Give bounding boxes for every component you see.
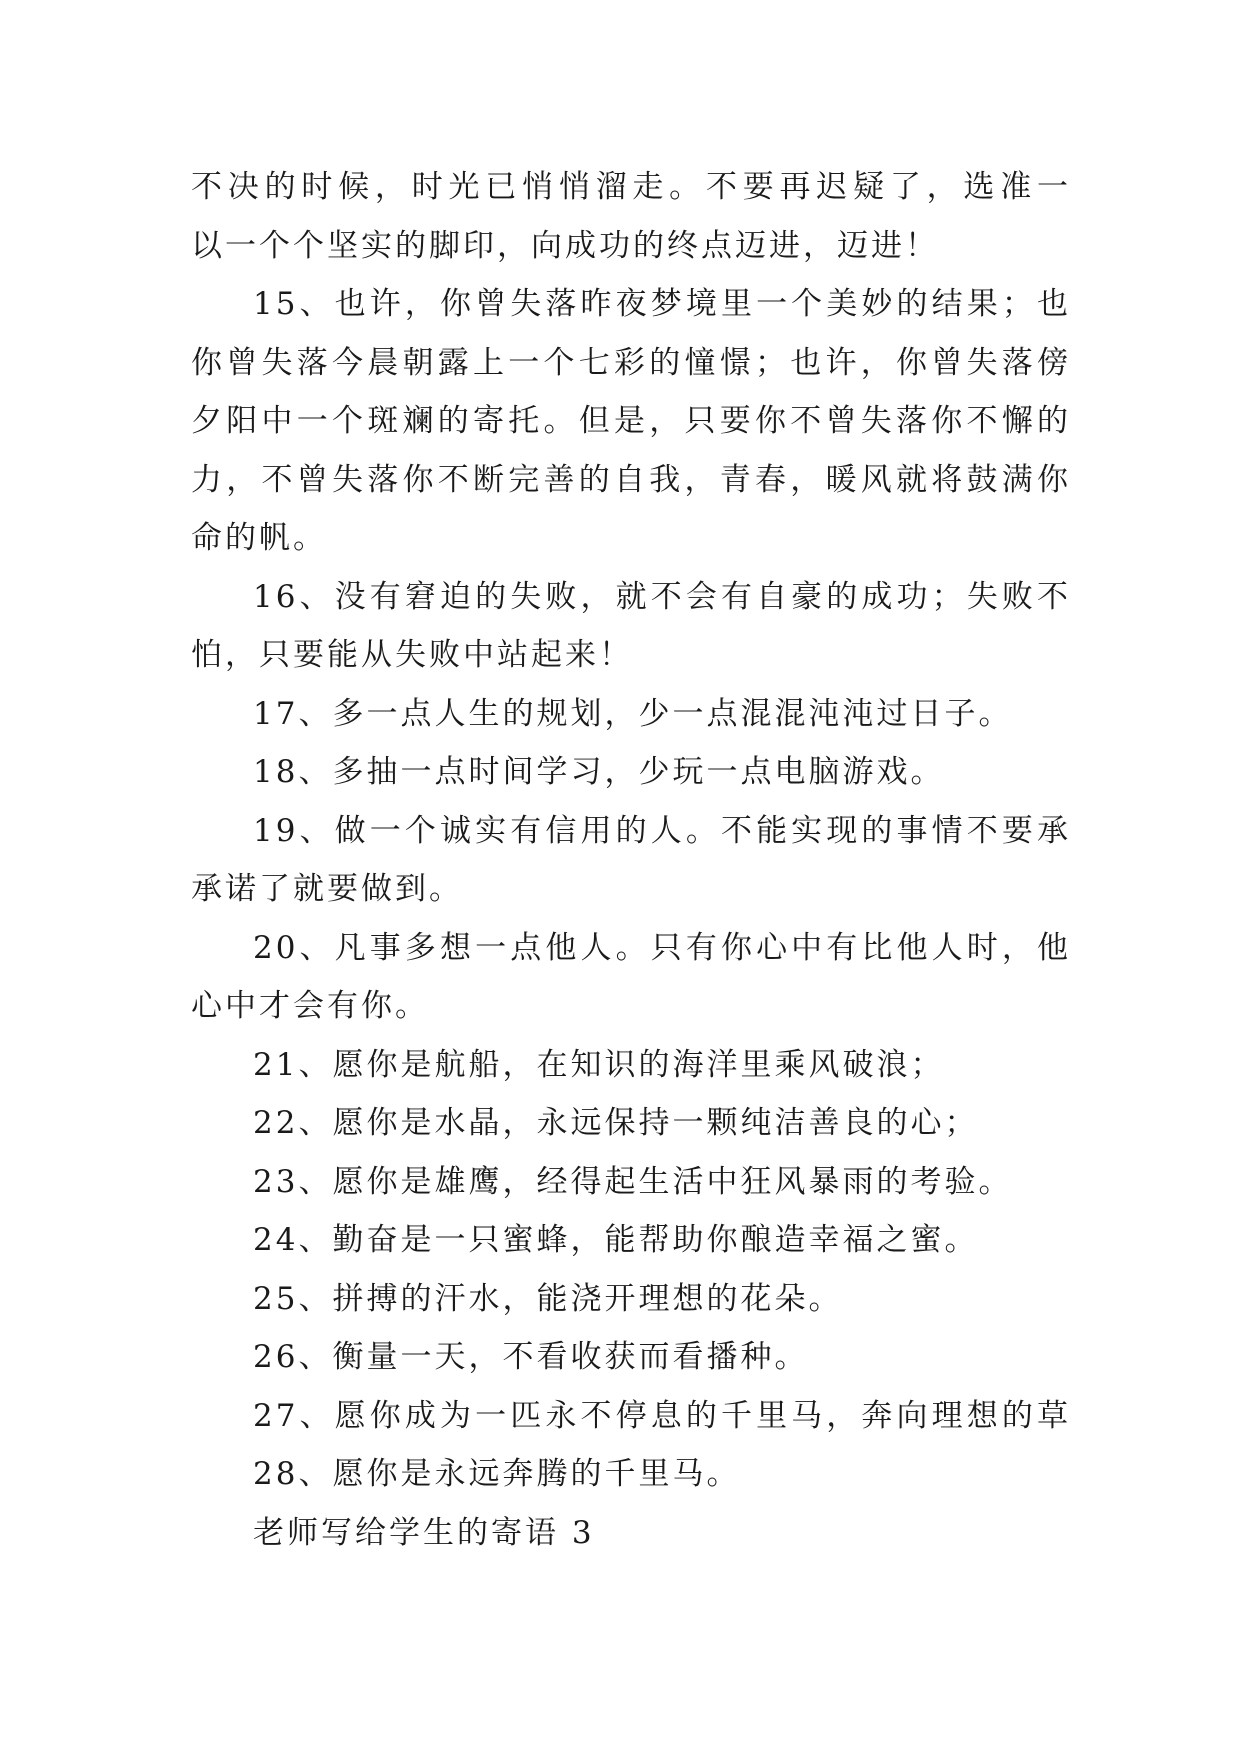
list-item-25: 25、拼搏的汗水，能浇开理想的花朵。 [253,1280,843,1317]
text-line: 你曾失落今晨朝露上一个七彩的憧憬；也许，你曾失落傍 [191,344,1071,381]
text-line: 命的帆。 [191,520,327,556]
list-item-20: 20、凡事多想一点他人。只有你心中有比他人时，他 [253,929,1071,966]
text-line: 力，不曾失落你不断完善的自我，青春，暖风就将鼓满你 [191,461,1071,498]
list-item-15: 15、也许，你曾失落昨夜梦境里一个美妙的结果；也 [253,286,1071,322]
list-item-19: 19、做一个诚实有信用的人。不能实现的事情不要承 [253,812,1071,849]
text-line: 以一个个坚实的脚印，向成功的终点迈进，迈进！ [191,227,939,264]
text-line: 怕，只要能从失败中站起来！ [191,637,633,673]
section-heading: 老师写给学生的寄语 3 [253,1514,595,1551]
text-line: 不决的时候，时光已悄悄溜走。不要再迟疑了，选准一 [191,169,1071,205]
list-item-17: 17、多一点人生的规划，少一点混混沌沌过日子。 [253,695,1013,732]
text-line: 承诺了就要做到。 [191,871,463,907]
list-item-18: 18、多抽一点时间学习，少玩一点电脑游戏。 [253,754,945,790]
list-item-28: 28、愿你是永远奔腾的千里马。 [253,1456,741,1492]
list-item-21: 21、愿你是航船，在知识的海洋里乘风破浪； [253,1046,945,1083]
list-item-22: 22、愿你是水晶，永远保持一颗纯洁善良的心； [253,1105,979,1141]
list-item-16: 16、没有窘迫的失败，就不会有自豪的成功；失败不 [253,578,1071,615]
list-item-27: 27、愿你成为一匹永不停息的千里马，奔向理想的草 [253,1397,1071,1434]
text-line: 夕阳中一个斑斓的寄托。但是，只要你不曾失落你不懈的 [191,403,1071,439]
list-item-24: 24、勤奋是一只蜜蜂，能帮助你酿造幸福之蜜。 [253,1222,979,1258]
document-body [191,158,1071,1562]
list-item-23: 23、愿你是雄鹰，经得起生活中狂风暴雨的考验。 [253,1163,1013,1200]
list-item-26: 26、衡量一天，不看收获而看播种。 [253,1339,809,1375]
text-line: 心中才会有你。 [191,988,429,1024]
